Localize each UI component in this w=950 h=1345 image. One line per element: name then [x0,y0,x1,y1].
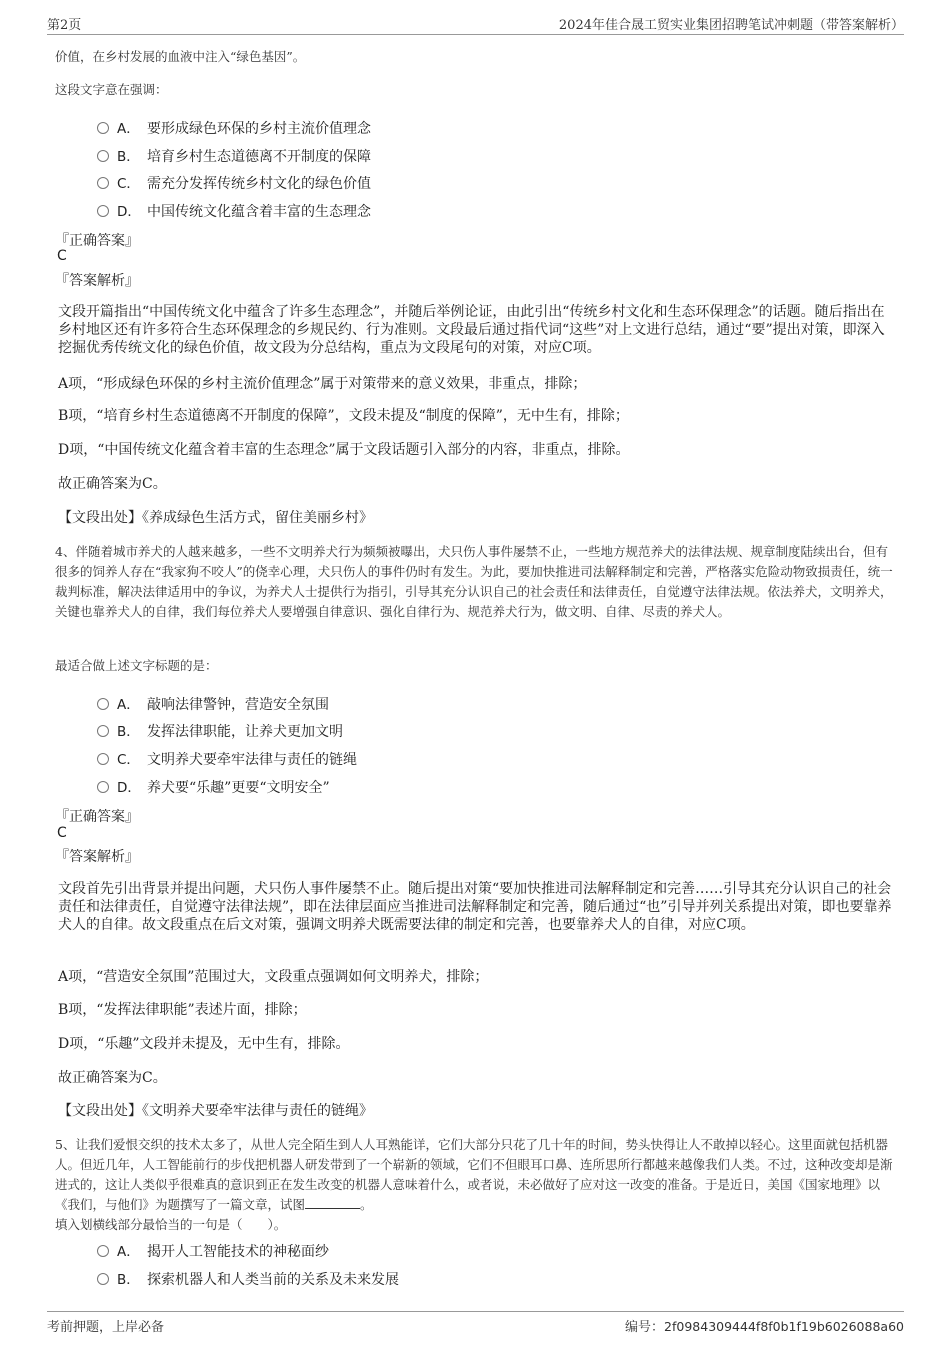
q3-option-d[interactable]: D． 中国传统文化蕴含着丰富的生态理念 [97,200,371,221]
radio-icon[interactable] [97,781,109,793]
q3-note-d: D项，“中国传统文化蕴含着丰富的生态理念”属于文段话题引入部分的内容，非重点，排除。 [58,442,630,458]
q4-option-c[interactable]: C． 文明养犬要牵牢法律与责任的链绳 [97,748,357,769]
q3-question: 这段文字意在强调： [55,82,168,97]
q4-answer: C [57,825,67,841]
q4-note-a: A项，“营造安全氛围”范围过大，文段重点强调如何文明养犬，排除； [58,969,489,985]
page-footer [47,1311,904,1336]
q4-note-b: B项，“发挥法律职能”表述片面，排除； [58,1002,307,1018]
q4-analysis: 文段首先引出背景并提出问题，犬只伤人事件屡禁不止。随后提出对策“要加快推进司法解释制定和完善……引导其充分认识自己的社会责任和法律责任，自觉遵守法律法规”，即在法律层面应当推进司法解释制定和完善，随后通过“也”引导并列关系提出对策，即也要靠养犬人的自律。故文段重点在后文对策，强调文明养犬既需要法律的制定和完善，也要靠养犬人的自律，对应C项。 [58,881,892,933]
q3-answer: C [57,248,67,264]
q3-analysis: 文段开篇指出“中国传统文化中蕴含了许多生态理念”，并随后举例论证，由此引出“传统乡村文化和生态环保理念”的话题。随后指出在乡村地区还有许多符合生态环保理念的乡规民约、行为准则。文段最后通过指代词“这些”对上文进行总结，通过“要”提出对策，即深入挖掘优秀传统文化的绿色价值，故文段为分总结构，重点为文段尾句的对策，对应C项。 [58,304,885,356]
q3-note-a: A项，“形成绿色环保的乡村主流价值理念”属于对策带来的意义效果，非重点，排除； [58,376,587,392]
page-header [47,12,904,35]
radio-icon[interactable] [97,150,109,162]
q5-option-a[interactable]: A． 揭开人工智能技术的神秘面纱 [97,1240,329,1261]
q4-conclusion: 故正确答案为C。 [58,1070,167,1086]
document-title: 2024年佳合晟工贸实业集团招聘笔试冲刺题（带答案解析） [558,18,904,33]
q3-note-b: B项，“培育乡村生态道德离不开制度的保障”，文段未提及“制度的保障”，无中生有，排除； [58,408,629,424]
q3-conclusion: 故正确答案为C。 [58,476,167,492]
document-code: 编号：2f0984309444f8f0b1f19b6026088a60 [625,1319,904,1335]
q3-option-c[interactable]: C． 需充分发挥传统乡村文化的绿色价值 [97,172,371,193]
radio-icon[interactable] [97,1245,109,1257]
radio-icon[interactable] [97,698,109,710]
q4-note-d: D项，“乐趣”文段并未提及，无中生有，排除。 [58,1036,350,1052]
q4-option-a[interactable]: A． 敲响法律警钟，营造安全氛围 [97,693,329,714]
radio-icon[interactable] [97,205,109,217]
page-number: 第2页 [47,18,82,33]
q5-question: 填入划横线部分最恰当的一句是（ ）。 [55,1217,287,1232]
q4-option-d[interactable]: D． 养犬要“乐趣”更要“文明安全” [97,776,330,797]
q4-option-b[interactable]: B． 发挥法律职能，让养犬更加文明 [97,720,343,741]
radio-icon[interactable] [97,753,109,765]
q3-stem-tail: 价值，在乡村发展的血液中注入“绿色基因”。 [55,49,306,64]
radio-icon[interactable] [97,1273,109,1285]
q5-option-b[interactable]: B． 探索机器人和人类当前的关系及未来发展 [97,1268,399,1289]
radio-icon[interactable] [97,177,109,189]
q4-question: 最适合做上述文字标题的是： [55,658,218,673]
q4-source: 【文段出处】《文明养犬要牵牢法律与责任的链绳》 [58,1103,373,1119]
q4-analysis-label: 『答案解析』 [55,849,139,865]
answer-blank [305,1196,360,1209]
footer-slogan: 考前押题，上岸必备 [47,1320,165,1335]
q5-stem: 5、让我们爱恨交织的技术太多了，从世人完全陌生到人人耳熟能详，它们大部分只花了几十年的时间，势头快得让人不敢掉以轻心。这里面就包括机器人。但近几年，人工智能前行的步伐把机器人研发带到了一个崭新的领域，它们不但眼耳口鼻、连所思所行都越来越像我们人类。不过，这种改变却是渐进式的，这让人类似乎很难真的意识到正在发生改变的机器人意味着什么，或者说，未必做好了应对这一改变的准备。于是近日，美国《国家地理》以《我们，与他们》为题撰写了一篇文章，试图 。 [55,1137,893,1212]
q3-source: 【文段出处】《养成绿色生活方式，留住美丽乡村》 [58,510,373,526]
q3-analysis-label: 『答案解析』 [55,273,139,289]
q3-option-b[interactable]: B． 培育乡村生态道德离不开制度的保障 [97,145,371,166]
radio-icon[interactable] [97,725,109,737]
radio-icon[interactable] [97,122,109,134]
q4-stem: 4、伴随着城市养犬的人越来越多，一些不文明养犬行为频频被曝出，犬只伤人事件屡禁不止，一些地方规范养犬的法律法规、规章制度陆续出台，但有很多的饲养人存在“我家狗不咬人”的侥幸心理，犬只伤人的事件仍时有发生。为此，要加快推进司法解释制定和完善，严格落实危险动物致损责任，统一裁判标准，解决法律适用中的争议，为养犬人士提供行为指引，引导其充分认识自己的社会责任和法律责任，自觉遵守法律法规。依法养犬，文明养犬，关键也靠养犬人的自律，我们每位养犬人要增强自律意识、强化自律行为、规范养犬行为，做文明、自律、尽责的养犬人。 [55,544,893,619]
q3-answer-label: 『正确答案』 [55,233,139,249]
q4-answer-label: 『正确答案』 [55,809,139,825]
q3-option-a[interactable]: A． 要形成绿色环保的乡村主流价值理念 [97,117,371,138]
